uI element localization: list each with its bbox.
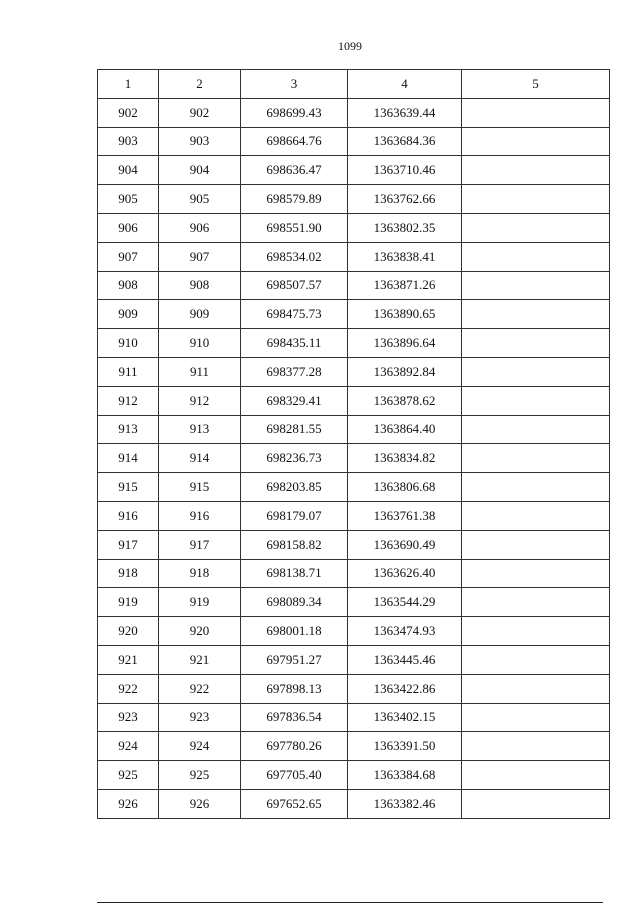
table-cell-col-3: 697898.13 xyxy=(241,674,348,703)
table-cell-col-4: 1363684.36 xyxy=(348,127,462,156)
coordinates-table xyxy=(97,69,610,819)
table-cell-col-2: 905 xyxy=(159,185,241,214)
table-row xyxy=(98,127,610,156)
table-cell-col-1: 912 xyxy=(98,386,159,415)
column-header-3: 3 xyxy=(241,70,348,99)
table-cell-col-5 xyxy=(462,617,610,646)
table-cell-col-1: 904 xyxy=(98,156,159,185)
table-cell-col-2: 924 xyxy=(159,732,241,761)
table-cell-col-5 xyxy=(462,501,610,530)
table-cell-col-4: 1363878.62 xyxy=(348,386,462,415)
table-cell-col-3: 697951.27 xyxy=(241,645,348,674)
table-cell-col-3: 698329.41 xyxy=(241,386,348,415)
table-cell-col-5 xyxy=(462,213,610,242)
table-cell-col-1: 902 xyxy=(98,98,159,127)
table-cell-col-5 xyxy=(462,789,610,818)
table-cell-col-3: 698001.18 xyxy=(241,617,348,646)
table-cell-col-1: 913 xyxy=(98,415,159,444)
table-cell-col-1: 905 xyxy=(98,185,159,214)
table-cell-col-5 xyxy=(462,588,610,617)
table-cell-col-2: 908 xyxy=(159,271,241,300)
table-cell-col-4: 1363834.82 xyxy=(348,444,462,473)
table-row xyxy=(98,98,610,127)
page-number: 1099 xyxy=(338,39,362,53)
table-cell-col-3: 698636.47 xyxy=(241,156,348,185)
table-cell-col-2: 922 xyxy=(159,674,241,703)
table-cell-col-1: 923 xyxy=(98,703,159,732)
table-row xyxy=(98,357,610,386)
table-cell-col-3: 698551.90 xyxy=(241,213,348,242)
table-cell-col-3: 697652.65 xyxy=(241,789,348,818)
table-cell-col-3: 697705.40 xyxy=(241,761,348,790)
table-cell-col-5 xyxy=(462,357,610,386)
table-cell-col-3: 698281.55 xyxy=(241,415,348,444)
table-cell-col-5 xyxy=(462,271,610,300)
table-cell-col-2: 926 xyxy=(159,789,241,818)
table-cell-col-2: 920 xyxy=(159,617,241,646)
table-cell-col-2: 910 xyxy=(159,329,241,358)
table-row xyxy=(98,473,610,502)
table-cell-col-3: 698699.43 xyxy=(241,98,348,127)
table-cell-col-5 xyxy=(462,329,610,358)
table-cell-col-1: 926 xyxy=(98,789,159,818)
table-cell-col-1: 909 xyxy=(98,300,159,329)
footer-rule xyxy=(97,902,603,903)
table-cell-col-2: 911 xyxy=(159,357,241,386)
table-cell-col-5 xyxy=(462,645,610,674)
table-cell-col-2: 923 xyxy=(159,703,241,732)
table-cell-col-1: 919 xyxy=(98,588,159,617)
table-cell-col-4: 1363445.46 xyxy=(348,645,462,674)
table-cell-col-2: 914 xyxy=(159,444,241,473)
table-cell-col-1: 915 xyxy=(98,473,159,502)
table-cell-col-4: 1363896.64 xyxy=(348,329,462,358)
table-cell-col-3: 697836.54 xyxy=(241,703,348,732)
table-header xyxy=(98,70,610,99)
table-cell-col-5 xyxy=(462,530,610,559)
table-row xyxy=(98,530,610,559)
table-cell-col-3: 698664.76 xyxy=(241,127,348,156)
table-cell-col-2: 925 xyxy=(159,761,241,790)
table-cell-col-2: 906 xyxy=(159,213,241,242)
table-cell-col-4: 1363864.40 xyxy=(348,415,462,444)
table-cell-col-2: 907 xyxy=(159,242,241,271)
table-cell-col-4: 1363802.35 xyxy=(348,213,462,242)
table-cell-col-4: 1363384.68 xyxy=(348,761,462,790)
table-cell-col-5 xyxy=(462,444,610,473)
table-row xyxy=(98,300,610,329)
table-cell-col-4: 1363626.40 xyxy=(348,559,462,588)
table-cell-col-3: 698507.57 xyxy=(241,271,348,300)
table-row xyxy=(98,329,610,358)
table-cell-col-5 xyxy=(462,674,610,703)
table-cell-col-3: 698579.89 xyxy=(241,185,348,214)
table-cell-col-5 xyxy=(462,156,610,185)
table-cell-col-5 xyxy=(462,732,610,761)
table-row xyxy=(98,213,610,242)
table-row xyxy=(98,732,610,761)
column-header-5: 5 xyxy=(462,70,610,99)
table-cell-col-1: 920 xyxy=(98,617,159,646)
table-cell-col-1: 903 xyxy=(98,127,159,156)
table-cell-col-2: 909 xyxy=(159,300,241,329)
table-cell-col-3: 698203.85 xyxy=(241,473,348,502)
table-row xyxy=(98,645,610,674)
table-cell-col-3: 698158.82 xyxy=(241,530,348,559)
table-cell-col-2: 903 xyxy=(159,127,241,156)
table-cell-col-3: 697780.26 xyxy=(241,732,348,761)
column-header-4: 4 xyxy=(348,70,462,99)
table-cell-col-3: 698236.73 xyxy=(241,444,348,473)
table-row xyxy=(98,674,610,703)
table-cell-col-1: 922 xyxy=(98,674,159,703)
table-cell-col-2: 913 xyxy=(159,415,241,444)
header-row xyxy=(98,70,610,99)
table-cell-col-4: 1363806.68 xyxy=(348,473,462,502)
table-cell-col-2: 904 xyxy=(159,156,241,185)
table-cell-col-1: 914 xyxy=(98,444,159,473)
table-cell-col-4: 1363422.86 xyxy=(348,674,462,703)
table-cell-col-1: 911 xyxy=(98,357,159,386)
table-cell-col-3: 698475.73 xyxy=(241,300,348,329)
table-cell-col-4: 1363762.66 xyxy=(348,185,462,214)
table-row xyxy=(98,185,610,214)
table-cell-col-4: 1363391.50 xyxy=(348,732,462,761)
table-row xyxy=(98,761,610,790)
table-row xyxy=(98,415,610,444)
table-cell-col-4: 1363544.29 xyxy=(348,588,462,617)
table-cell-col-5 xyxy=(462,127,610,156)
table-row xyxy=(98,156,610,185)
table-cell-col-3: 698435.11 xyxy=(241,329,348,358)
table-row xyxy=(98,588,610,617)
table-cell-col-5 xyxy=(462,415,610,444)
table-cell-col-2: 921 xyxy=(159,645,241,674)
table-cell-col-1: 917 xyxy=(98,530,159,559)
table-cell-col-3: 698138.71 xyxy=(241,559,348,588)
table-cell-col-5 xyxy=(462,559,610,588)
table-cell-col-3: 698534.02 xyxy=(241,242,348,271)
table-cell-col-2: 919 xyxy=(159,588,241,617)
table-cell-col-4: 1363690.49 xyxy=(348,530,462,559)
table-cell-col-2: 915 xyxy=(159,473,241,502)
table-cell-col-4: 1363871.26 xyxy=(348,271,462,300)
table-row xyxy=(98,444,610,473)
table-cell-col-4: 1363761.38 xyxy=(348,501,462,530)
table-cell-col-1: 908 xyxy=(98,271,159,300)
table-cell-col-5 xyxy=(462,386,610,415)
table-body xyxy=(98,98,610,818)
table-cell-col-2: 902 xyxy=(159,98,241,127)
table-cell-col-1: 910 xyxy=(98,329,159,358)
table-cell-col-4: 1363710.46 xyxy=(348,156,462,185)
column-header-2: 2 xyxy=(159,70,241,99)
table-row xyxy=(98,703,610,732)
table-cell-col-1: 918 xyxy=(98,559,159,588)
table-row xyxy=(98,559,610,588)
column-header-1: 1 xyxy=(98,70,159,99)
table-cell-col-1: 906 xyxy=(98,213,159,242)
table-cell-col-5 xyxy=(462,761,610,790)
table-row xyxy=(98,271,610,300)
table-cell-col-2: 918 xyxy=(159,559,241,588)
table-cell-col-4: 1363892.84 xyxy=(348,357,462,386)
table-cell-col-2: 917 xyxy=(159,530,241,559)
table-cell-col-1: 925 xyxy=(98,761,159,790)
table-cell-col-4: 1363890.65 xyxy=(348,300,462,329)
table-cell-col-1: 921 xyxy=(98,645,159,674)
table-cell-col-5 xyxy=(462,98,610,127)
table-cell-col-4: 1363639.44 xyxy=(348,98,462,127)
table-cell-col-4: 1363382.46 xyxy=(348,789,462,818)
table-cell-col-3: 698089.34 xyxy=(241,588,348,617)
table-cell-col-4: 1363838.41 xyxy=(348,242,462,271)
table-row xyxy=(98,242,610,271)
table-row xyxy=(98,386,610,415)
table-cell-col-1: 916 xyxy=(98,501,159,530)
table-cell-col-3: 698377.28 xyxy=(241,357,348,386)
table-cell-col-2: 916 xyxy=(159,501,241,530)
table-cell-col-5 xyxy=(462,473,610,502)
table-row xyxy=(98,617,610,646)
table-cell-col-3: 698179.07 xyxy=(241,501,348,530)
table-cell-col-4: 1363402.15 xyxy=(348,703,462,732)
table-cell-col-5 xyxy=(462,300,610,329)
table-cell-col-1: 907 xyxy=(98,242,159,271)
table-cell-col-5 xyxy=(462,242,610,271)
table-cell-col-5 xyxy=(462,185,610,214)
table-cell-col-5 xyxy=(462,703,610,732)
table-cell-col-2: 912 xyxy=(159,386,241,415)
table-row xyxy=(98,789,610,818)
table-cell-col-4: 1363474.93 xyxy=(348,617,462,646)
table-row xyxy=(98,501,610,530)
table-cell-col-1: 924 xyxy=(98,732,159,761)
